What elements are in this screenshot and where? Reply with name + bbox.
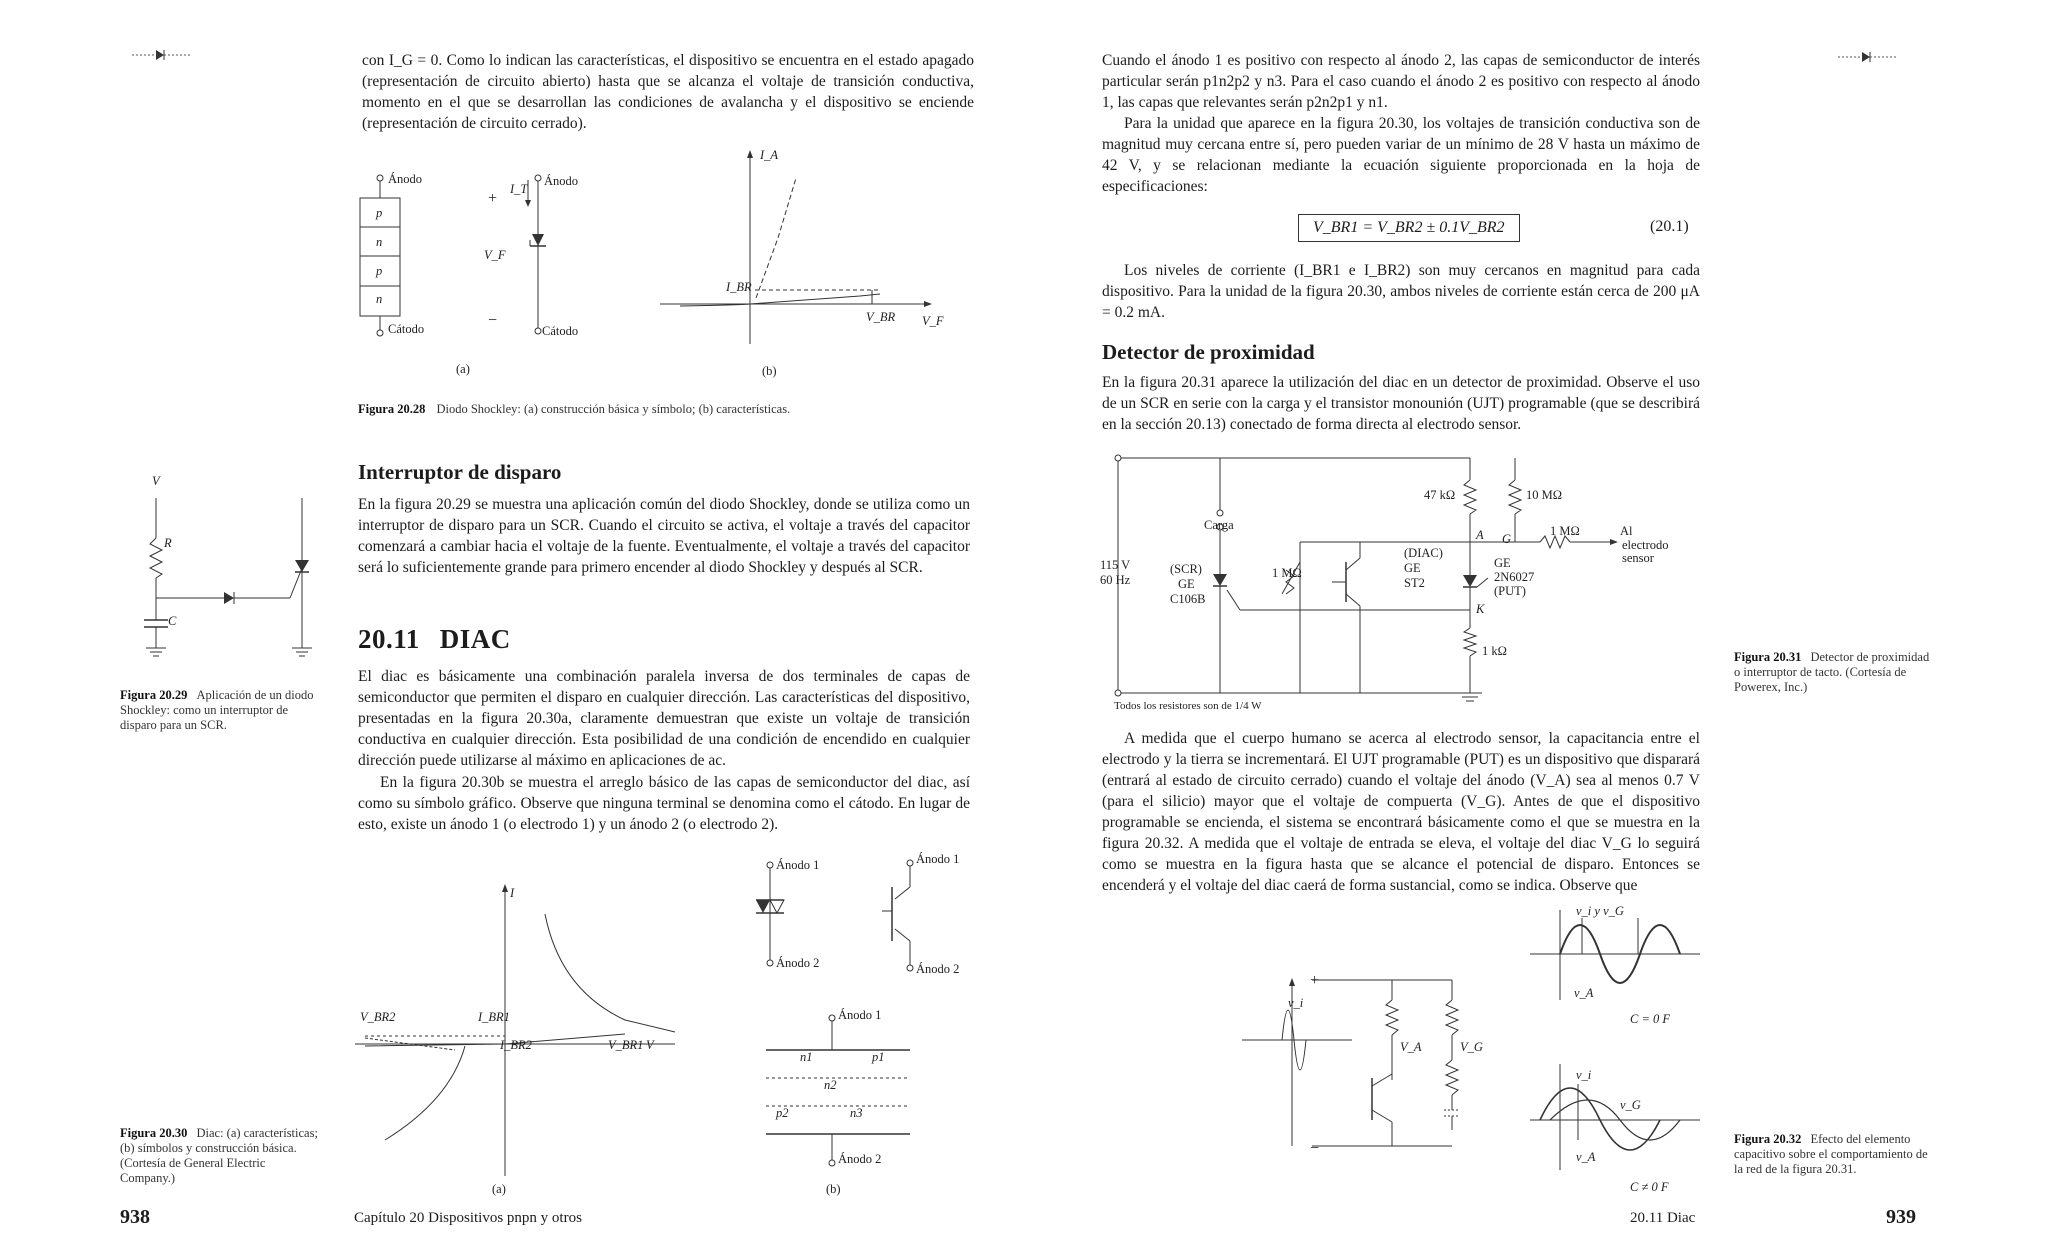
fig28-cathode-symbol-label: Cátodo <box>542 324 579 338</box>
fig30-layer-n3: n3 <box>850 1106 863 1120</box>
fig30-layer-p1: p1 <box>872 1050 885 1064</box>
fig28-vbr-label: V_BR <box>866 310 896 324</box>
left-page-number: 938 <box>120 1206 150 1228</box>
prox-heading: Detector de proximidad <box>1102 340 1315 364</box>
fig28-vf-axis: V_F <box>922 314 944 328</box>
fig31-caption-text: Detector de proximidad o interruptor de tacto. (Cortesía de Powerex, Inc.) <box>1734 650 1930 694</box>
section-number: 20.11 <box>358 624 420 654</box>
fig32-cne0: C ≠ 0 F <box>1630 1180 1669 1194</box>
equivalent-circuit <box>1232 970 1512 1180</box>
fig28-cathode-label: Cátodo <box>388 322 425 336</box>
fig30-layer-n2: n2 <box>824 1078 837 1092</box>
fig28-caption-label: Figura 20.28 <box>358 402 426 416</box>
fig30-anode2-c: Ánodo 2 <box>838 1152 882 1166</box>
fig30-vbr1: V_BR1 <box>608 1038 644 1052</box>
right-page-number: 939 <box>1886 1206 1916 1228</box>
fig31-r1m-left: 1 MΩ <box>1272 566 1302 580</box>
fig28-plus: + <box>488 190 498 207</box>
fig30-anode1-b: Ánodo 1 <box>916 852 960 866</box>
fig28-layer-p1: p <box>376 206 383 220</box>
fig31-diac: (DIAC) <box>1404 546 1443 560</box>
fig31-hz60: 60 Hz <box>1100 573 1131 587</box>
fig32-caption-label: Figura 20.32 <box>1734 1132 1802 1146</box>
fig28-anode-symbol-label: Ánodo <box>544 174 579 188</box>
fig31-v115: 115 V <box>1100 558 1131 572</box>
waveform-top <box>1520 900 1710 1030</box>
fig32-bot-va: v_A <box>1576 1150 1596 1164</box>
left-footer: Capítulo 20 Dispositivos pnpn y otros <box>354 1210 582 1226</box>
fig32-bot-vi: v_i <box>1576 1068 1592 1082</box>
waveform-bottom <box>1520 1060 1710 1180</box>
fig31-diac-ge: GE <box>1404 561 1421 575</box>
fig28-ibr-label: I_BR <box>726 280 752 294</box>
fig31-put-ge: GE <box>1494 556 1511 570</box>
fig30-sub-b: (b) <box>826 1182 841 1196</box>
fig30-layer-p2: p2 <box>776 1106 789 1120</box>
fig32-caption-text: Efecto del elemento capacitivo sobre el comportamiento de la red de la figura 20.31. <box>1734 1132 1928 1176</box>
fig31-r1m-top: 1 MΩ <box>1550 524 1580 538</box>
fig30-layer-n1: n1 <box>800 1050 813 1064</box>
diac-paragraph-1: El diac es básicamente una combinación paralela inversa de dos terminales de capas de semiconductor que permiten el disparo en cualquier dirección. Las características del dispositivo, presentadas en la figura 20.30a, claramente demuestran que existe un voltaje de transición conductiva en cualquier dirección. Esta posibilidad de una condición de encendido en cualquier dirección puede utilizarse al máximo en aplicaciones de ac. <box>358 668 970 769</box>
trigger-heading: Interruptor de disparo <box>358 460 562 484</box>
fig31-diac-part: ST2 <box>1404 576 1425 590</box>
fig32-minus: − <box>1310 1140 1320 1157</box>
fig30-ibr2: I_BR2 <box>500 1038 532 1052</box>
fig28-sub-a: (a) <box>456 362 470 376</box>
fig28-sub-b: (b) <box>762 364 777 378</box>
fig29-v-label: V <box>152 474 160 488</box>
fig31-note: Todos los resistores son de 1/4 W <box>1114 700 1262 712</box>
fig30-ibr1: I_BR1 <box>478 1010 510 1024</box>
section-title: DIAC <box>439 624 511 654</box>
fig31-g: G <box>1502 532 1512 546</box>
fig32-plus: + <box>1310 972 1320 989</box>
fig30-caption-text: Diac: (a) características; (b) símbolos y construcción básica. (Cortesía de General Electric Company.) <box>120 1126 318 1185</box>
fig31-put: (PUT) <box>1494 584 1526 598</box>
right-para-3: Los niveles de corriente (I_BR1 e I_BR2) son muy cercanos en magnitud para cada dispositivo. Para la unidad de la figura 20.30, ambos niveles de corriente están cerca de 200 μA = 0.2 mA. <box>1102 262 1700 321</box>
fig31-scr-part: C106B <box>1170 592 1206 606</box>
equation-box: V_BR1 = V_BR2 ± 0.1V_BR2 <box>1298 214 1520 242</box>
shockley-characteristics <box>660 148 940 348</box>
fig32-top-title: v_i y v_G <box>1576 904 1624 918</box>
fig29-r-label: R <box>164 536 172 550</box>
fig29-caption-label: Figura 20.29 <box>120 688 188 702</box>
fig31-a: A <box>1476 528 1484 542</box>
trigger-paragraph: En la figura 20.29 se muestra una aplicación común del diodo Shockley, donde se utiliza como un interruptor de disparo para un SCR. Cuando el circuito se activa, el voltaje a través del capacitor comenzará a cambiar hacia el voltaje de la fuente. Eventualmente, el voltaje a través del capacitor será lo suficientemente grande para primero encender al diodo Shockley y después al SCR. <box>358 496 970 576</box>
fig31-r10m: 10 MΩ <box>1526 488 1563 502</box>
fig30-i-axis: I <box>510 886 515 900</box>
diac-characteristics <box>355 880 695 1180</box>
fig29-caption-text: Aplicación de un diodo Shockley: como un interruptor de disparo para un SCR. <box>120 688 314 732</box>
right-para-1: Cuando el ánodo 1 es positivo con respecto al ánodo 2, las capas de semiconductor de interés particular serán p1n2p2 y n3. Para el caso cuando el ánodo 2 es positivo con respecto al ánodo 1, las capas que relevantes serán p2n2p1 y n1. <box>1102 52 1700 111</box>
fig28-vf-label: V_F <box>484 248 506 262</box>
intro-paragraph: con I_G = 0. Como lo indican las características, el dispositivo se encuentra en el estado apagado (representación de circuito abierto) hasta que se alcanza el voltaje de transición conductiva, momento en el que se desarrollan las condiciones de avalancha y el dispositivo se enciende (representación de circuito cerrado). <box>362 52 974 132</box>
right-para-2: Para la unidad que aparece en la figura 20.30, los voltajes de transición conductiva son de magnitud muy cercana entre sí, pero pueden variar de un mínimo de 28 V hasta un máximo de 42 V, y se relacionan mediante la ecuación siguiente proporcionada en la hoja de especificaciones: <box>1102 115 1700 195</box>
fig30-vbr2: V_BR2 <box>360 1010 396 1024</box>
fig32-top-va: v_A <box>1574 986 1594 1000</box>
fig31-put-part: 2N6027 <box>1494 570 1535 584</box>
fig32-c0: C = 0 F <box>1630 1012 1671 1026</box>
diode-glyph-right-icon <box>1838 50 1898 64</box>
diac-paragraph-2: En la figura 20.30b se muestra el arreglo básico de las capas de semiconductor del diac, así como su símbolo gráfico. Observe que ninguna terminal se denomina como el cátodo. En lugar de esto, existe un ánodo 1 (o electrodo 1) y un ánodo 2 (o electrodo 2). <box>358 774 970 833</box>
equation-20-1 <box>1298 214 1520 242</box>
trigger-circuit <box>140 488 330 666</box>
right-para-4: En la figura 20.31 aparece la utilización del diac en un detector de proximidad. Observe el uso de un SCR en serie con la carga y el transistor monounión (UJT) programable (que se describirá en la sección 20.13) conectado de forma directa al electrodo sensor. <box>1102 374 1700 433</box>
fig31-electrodo: electrodo <box>1622 538 1669 552</box>
fig29-c-label: C <box>168 614 177 628</box>
fig30-anode2-b: Ánodo 2 <box>916 962 960 976</box>
fig28-layer-p2: p <box>376 264 383 278</box>
fig31-caption-label: Figura 20.31 <box>1734 650 1802 664</box>
fig31-carga: Carga <box>1204 518 1234 532</box>
fig32-vg: V_G <box>1460 1040 1483 1054</box>
section-heading <box>358 624 511 655</box>
fig30-anode2-a: Ánodo 2 <box>776 956 820 970</box>
fig31-al: Al <box>1620 524 1633 538</box>
fig30-anode1-c: Ánodo 1 <box>838 1008 882 1022</box>
fig31-k: K <box>1476 602 1485 616</box>
fig30-caption-label: Figura 20.30 <box>120 1126 188 1140</box>
fig31-r47k: 47 kΩ <box>1424 488 1456 502</box>
fig28-i-axis: I_A <box>760 148 779 162</box>
diode-glyph-left-icon <box>132 48 192 62</box>
fig28-minus: − <box>488 312 498 329</box>
right-para-5: A medida que el cuerpo humano se acerca al electrodo sensor, la capacitancia entre el electrodo y la tierra se incrementará. El UJT programable (PUT) es un dispositivo que disparará (entrará al estado de circuito cerrado) cuando el voltaje del ánodo (V_A) sea al menos 0.7 V (para el silicio) mayor que el voltaje de compuerta (V_G). Antes de que el dispositivo programable se encienda, el sistema se encontrará básicamente como el que se muestra en la figura 20.32. A medida que el voltaje de entrada se eleva, el voltaje del diac V_G lo seguirá como se muestra en la figura hasta que se alcance el potencial de disparo. Entonces se encenderá y el voltaje del diac caerá de forma sustancial, como se indica. Observe que <box>1102 730 1700 894</box>
equation-number: (20.1) <box>1650 218 1689 235</box>
fig28-caption-text: Diodo Shockley: (a) construcción básica y símbolo; (b) características. <box>436 402 791 416</box>
fig32-bot-vg: v_G <box>1620 1098 1641 1112</box>
right-footer: 20.11 Diac <box>1630 1210 1696 1226</box>
fig28-it-label: I_T <box>510 182 528 196</box>
fig31-sensor: sensor <box>1622 551 1654 565</box>
fig32-va: V_A <box>1400 1040 1422 1054</box>
fig30-anode1-a: Ánodo 1 <box>776 858 820 872</box>
fig31-scr-ge: GE <box>1178 577 1195 591</box>
shockley-construction <box>350 170 470 340</box>
fig30-sub-a: (a) <box>492 1182 506 1196</box>
fig28-anode-label: Ánodo <box>388 172 423 186</box>
fig31-scr: (SCR) <box>1170 562 1202 576</box>
fig30-v-axis: V <box>646 1038 654 1052</box>
fig28-layer-n2: n <box>376 292 383 306</box>
fig31-r1k: 1 kΩ <box>1482 644 1507 658</box>
fig28-layer-n1: n <box>376 235 383 249</box>
fig32-vi: v_i <box>1288 996 1304 1010</box>
